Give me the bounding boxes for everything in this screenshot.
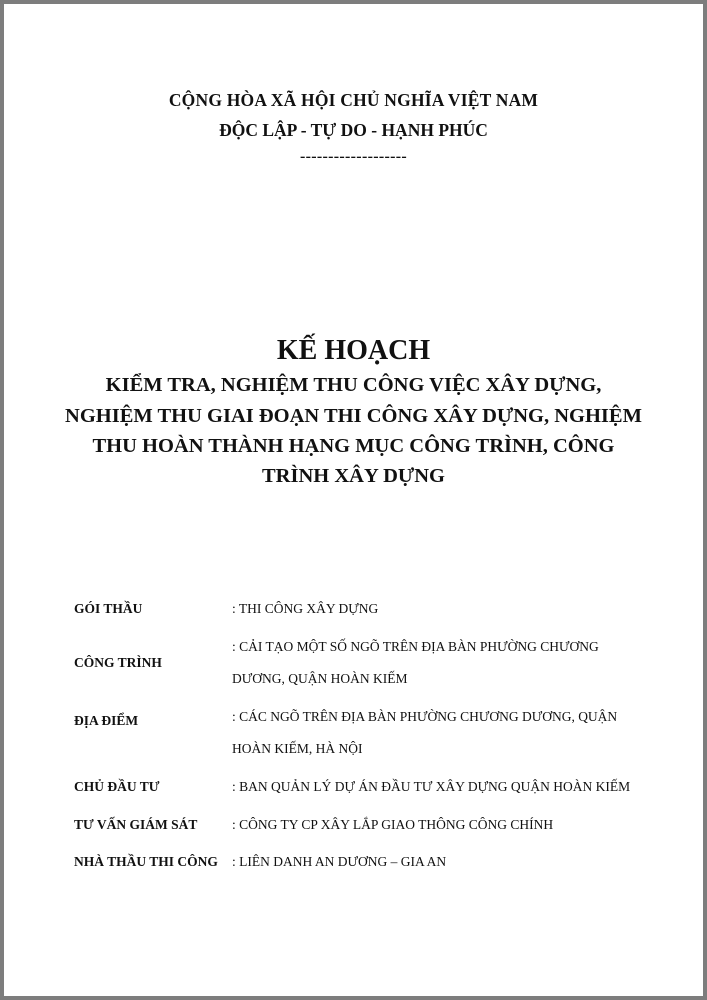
national-motto: ĐỘC LẬP - TỰ DO - HẠNH PHÚC [219,120,488,140]
project-value-line-1: : CẢI TẠO MỘT SỐ NGÕ TRÊN ĐỊA BÀN PHƯỜNG CHƯƠNG [232,639,599,654]
document-title: KẾ HOẠCH [276,335,431,366]
investor-value: : BAN QUẢN LÝ DỰ ÁN ĐẦU TƯ XÂY DỰNG QUẬN HOÀN KIẾM [232,779,631,794]
contractor-label: NHÀ THẦU THI CÔNG [74,854,218,869]
document-page [4,4,703,996]
contractor-value: : LIÊN DANH AN DƯƠNG – GIA AN [232,854,447,869]
project-value-line-2: DƯƠNG, QUẬN HOÀN KIẾM [232,671,408,686]
supervisor-value: : CÔNG TY CP XÂY LẮP GIAO THÔNG CÔNG CHÍNH [232,817,554,832]
document-subtitle-line-4: TRÌNH XÂY DỰNG [262,465,445,487]
investor-label: CHỦ ĐẦU TƯ [74,779,160,794]
document-subtitle-line-1: KIỂM TRA, NGHIỆM THU CÔNG VIỆC XÂY DỰNG, [105,374,602,396]
country-name: CỘNG HÒA XÃ HỘI CHỦ NGHĨA VIỆT NAM [168,90,539,110]
supervisor-label: TƯ VẤN GIÁM SÁT [74,817,198,832]
header-separator: ------------------- [300,148,407,165]
location-label: ĐỊA ĐIỂM [74,713,139,728]
location-value-line-2: HOÀN KIẾM, HÀ NỘI [232,741,363,756]
project-label: CÔNG TRÌNH [74,655,162,670]
package-label: GÓI THẦU [74,601,143,616]
location-value-line-1: : CÁC NGÕ TRÊN ĐỊA BÀN PHƯỜNG CHƯƠNG DƯƠNG, QUẬN [232,709,618,724]
document-subtitle-line-3: THU HOÀN THÀNH HẠNG MỤC CÔNG TRÌNH, CÔNG [92,435,615,457]
document-subtitle-line-2: NGHIỆM THU GIAI ĐOẠN THI CÔNG XÂY DỰNG, NGHIỆM [65,405,642,427]
package-value: : THI CÔNG XÂY DỰNG [232,601,379,616]
